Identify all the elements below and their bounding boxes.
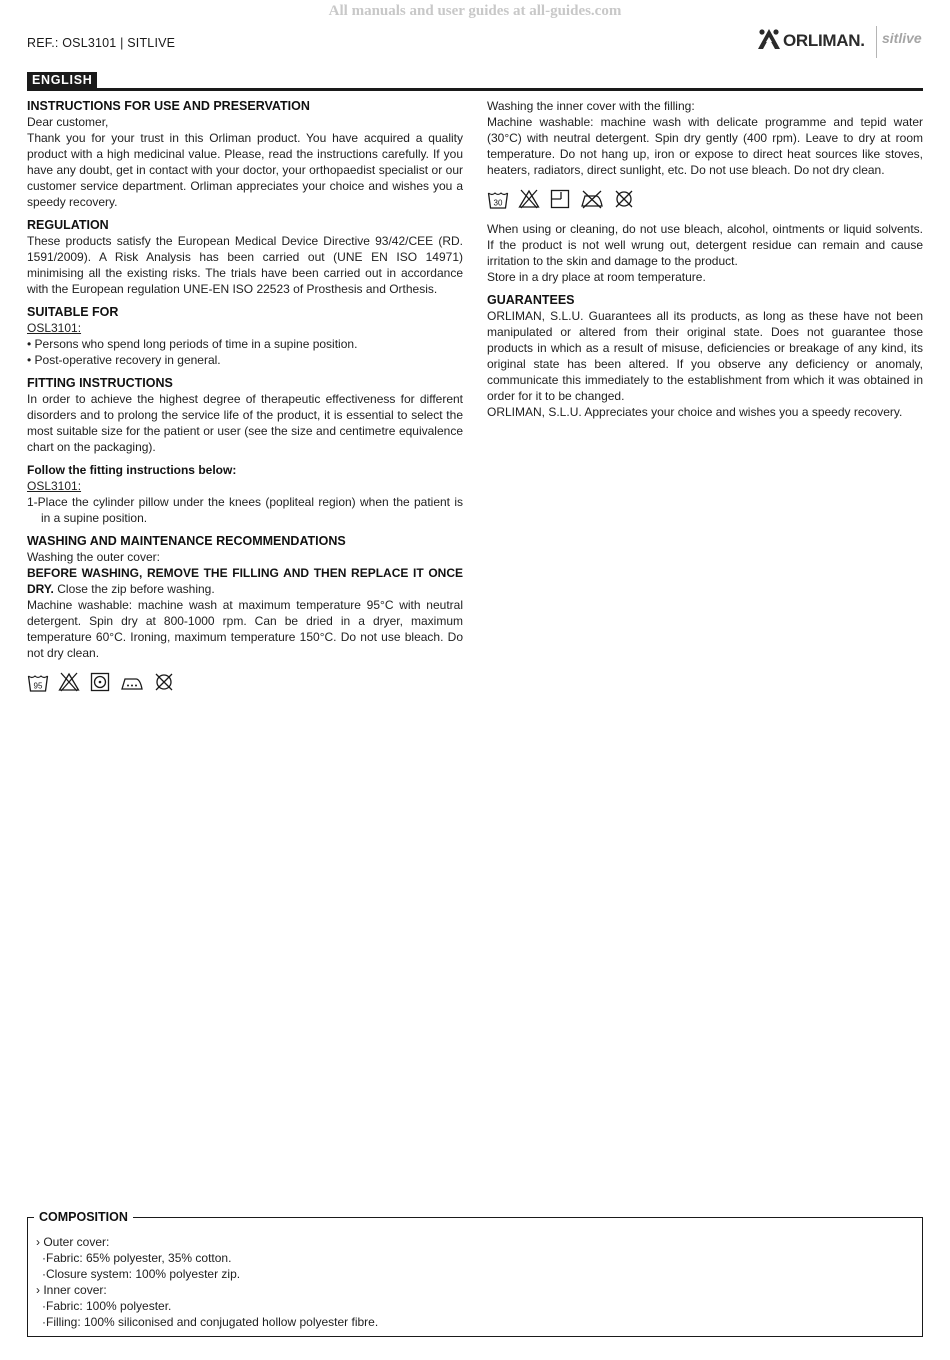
model-label: OSL3101: [27, 321, 82, 335]
paragraph: When using or cleaning, do not use bleach, alcohol, ointments or liquid solvents. If the product is not well wrung out, detergent residue can remain and cause irritation to the skin and damage to the product. [487, 222, 923, 268]
composition-group-label: › Outer cover: [36, 1235, 110, 1249]
section-title: GUARANTEES [487, 293, 575, 307]
paragraph: ORLIMAN, S.L.U. Appreciates your choice and wishes you a speedy recovery. [487, 405, 903, 419]
iron-icon [120, 671, 144, 693]
tumble-dry-icon [89, 671, 111, 693]
no-dry-clean-icon [613, 188, 635, 210]
composition-item: ·Fabric: 100% polyester. [42, 1299, 172, 1313]
watermark: All manuals and user guides at all-guides.com [328, 3, 622, 19]
dry-flat-icon [549, 188, 571, 210]
section-guarantees [487, 292, 923, 420]
section-title: FITTING INSTRUCTIONS [27, 376, 173, 390]
paragraph: Thank you for your trust in this Orliman product. You have acquired a quality product with a high medicinal value. Please, read the instructions carefully. If you have any doubt, get in contact with your doctor, your orthopaedist specialist or our customer service department. Orliman appreciates your choice and wishes you a speedy recovery. [27, 131, 463, 209]
subheading: Washing the inner cover with the filling: [487, 99, 695, 113]
no-dry-clean-icon [153, 671, 175, 693]
reference-code: REF.: OSL3101 | SITLIVE [27, 36, 176, 50]
no-bleach-icon [518, 188, 540, 210]
language-tag: ENGLISH [27, 72, 97, 89]
language-rule [27, 88, 923, 91]
section-inner-washing [487, 98, 923, 211]
logo-divider [876, 26, 877, 58]
section-cleaning [487, 221, 923, 285]
subheading: Washing the outer cover: [27, 550, 160, 564]
section-title: REGULATION [27, 218, 109, 232]
section-washing [27, 533, 463, 694]
paragraph: Store in a dry place at room temperature. [487, 270, 706, 284]
left-column [27, 98, 463, 701]
paragraph: ORLIMAN, S.L.U. Guarantees all its products, as long as these have not been manipulated or altered from their original state. Does not guarantee those products in which as a result of misuse, deficiencies or breakage of any kind, its original state has been altered. If you observe any deficiency or anomaly, communicate this immediately to the establishment from which it was obtained in order for it to be changed. [487, 309, 923, 403]
composition-group-label: › Inner cover: [36, 1283, 107, 1297]
section-title: WASHING AND MAINTENANCE RECOMMENDATIONS [27, 534, 346, 548]
list-item: • Post-operative recovery in general. [27, 353, 221, 367]
composition-item: ·Filling: 100% siliconised and conjugated hollow polyester fibre. [42, 1315, 379, 1329]
warning-tail: Close the zip before washing. [53, 582, 215, 596]
greeting: Dear customer, [27, 115, 109, 129]
no-iron-icon [580, 188, 604, 210]
wash-temp-label: 30 [493, 198, 503, 208]
brand-name: ORLIMAN. [783, 31, 865, 50]
composition-item: ·Fabric: 65% polyester, 35% cotton. [42, 1251, 232, 1265]
section-suitable-for [27, 304, 463, 368]
warning-text: BEFORE WASHING, REMOVE THE FILLING AND THEN REPLACE IT ONCE DRY. [27, 566, 463, 596]
section-title: INSTRUCTIONS FOR USE AND PRESERVATION [27, 99, 310, 113]
right-column [487, 98, 923, 427]
care-icons-inner [487, 187, 923, 211]
no-bleach-icon [58, 671, 80, 693]
composition-title: COMPOSITION [34, 1209, 133, 1225]
composition-item: ·Closure system: 100% polyester zip. [42, 1267, 241, 1281]
sub-brand-name: sitlive [882, 30, 922, 46]
model-label: OSL3101: [27, 479, 82, 493]
composition-box [27, 1210, 923, 1337]
subheading: Follow the fitting instructions below: [27, 463, 237, 477]
paragraph: Machine washable: machine wash with delicate programme and tepid water (30°C) with neutral detergent. Spin dry gently (400 rpm). Leave to dry at room temperature. Do not hang up, iron or expose to direct heat sources like stoves, heaters, radiators, direct sunlight, etc. Do not use bleach. Do not dry clean. [487, 115, 923, 177]
orliman-logo [756, 22, 928, 60]
list-item: • Persons who spend long periods of time in a supine position. [27, 337, 358, 351]
section-instructions [27, 98, 463, 210]
section-title: SUITABLE FOR [27, 305, 119, 319]
wash-95-icon [27, 671, 49, 693]
composition-list [36, 1234, 378, 1330]
paragraph: Machine washable: machine wash at maximum temperature 95°C with neutral detergent. Spin dry at 800-1000 rpm. Can be dried in a dryer, maximum temperature 60°C. Ironing, maximum temperature 150°C. Do not use bleach. Do not dry clean. [27, 598, 463, 660]
fitting-step: 1-Place the cylinder pillow under the knees (popliteal region) when the patient is in a supine position. [27, 495, 463, 525]
section-regulation [27, 217, 463, 297]
paragraph: In order to achieve the highest degree of therapeutic effectiveness for different disorders and to prolong the service life of the product, it is essential to select the most suitable size for the patient or user (see the size and centimetre equivalence chart on the packaging). [27, 392, 463, 454]
section-fitting [27, 375, 463, 455]
wash-30-icon [487, 188, 509, 210]
warning-paragraph [27, 565, 463, 597]
orliman-logo-icon [756, 26, 782, 52]
paragraph: These products satisfy the European Medical Device Directive 93/42/CEE (RD. 1591/2009). A Risk Analysis has been carried out (UNE EN ISO 14971) minimising all the existing risks. The trials have been carried out in accordance with the European regulation UNE-EN ISO 22523 of Prosthesis and Orthesis. [27, 234, 463, 296]
language-header [27, 72, 923, 91]
section-fitting-steps [27, 462, 463, 526]
wash-temp-label: 95 [33, 681, 43, 691]
care-icons-outer [27, 670, 463, 694]
